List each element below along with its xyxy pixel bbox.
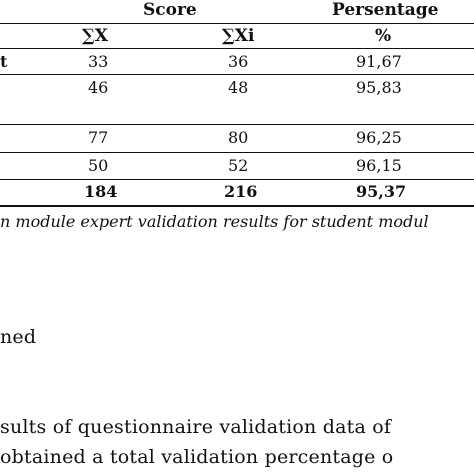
row-divider (0, 152, 474, 153)
row-percentage: 96,15 (356, 156, 402, 175)
total-sum-xi: 216 (224, 182, 258, 201)
row-divider (0, 179, 474, 180)
percentage-group-header: Persentage (332, 0, 439, 20)
subheader-divider (0, 48, 474, 49)
row-divider (0, 124, 474, 125)
row-percentage: 95,83 (356, 78, 402, 97)
total-percentage: 95,37 (356, 182, 407, 201)
row-sum-xi: 48 (228, 78, 249, 97)
table-caption: n module expert validation results for student modul (0, 212, 429, 231)
score-group-header: Score (143, 0, 197, 20)
row-sum-xi: 52 (228, 156, 249, 175)
table-bottom-rule (0, 205, 474, 207)
body-text-line-2: obtained a total validation percentage o (0, 446, 394, 468)
row-sum-xi: 36 (228, 52, 249, 71)
row-sum-xi: 80 (228, 128, 249, 147)
percent-header: % (375, 26, 392, 46)
row-sum-x: 77 (88, 128, 109, 147)
total-sum-x: 184 (84, 182, 118, 201)
sum-xi-header: ∑Xi (222, 26, 255, 46)
row-sum-x: 46 (88, 78, 109, 97)
row-percentage: 96,25 (356, 128, 402, 147)
row-label: t (0, 52, 8, 71)
row-sum-x: 33 (88, 52, 109, 71)
sum-x-header: ∑X (82, 26, 108, 46)
body-text-line-1: sults of questionnaire validation data of (0, 416, 392, 438)
row-percentage: 91,67 (356, 52, 402, 71)
row-sum-x: 50 (88, 156, 109, 175)
header-divider (0, 23, 474, 24)
body-text-fragment: ned (0, 326, 37, 348)
row-divider (0, 74, 474, 75)
